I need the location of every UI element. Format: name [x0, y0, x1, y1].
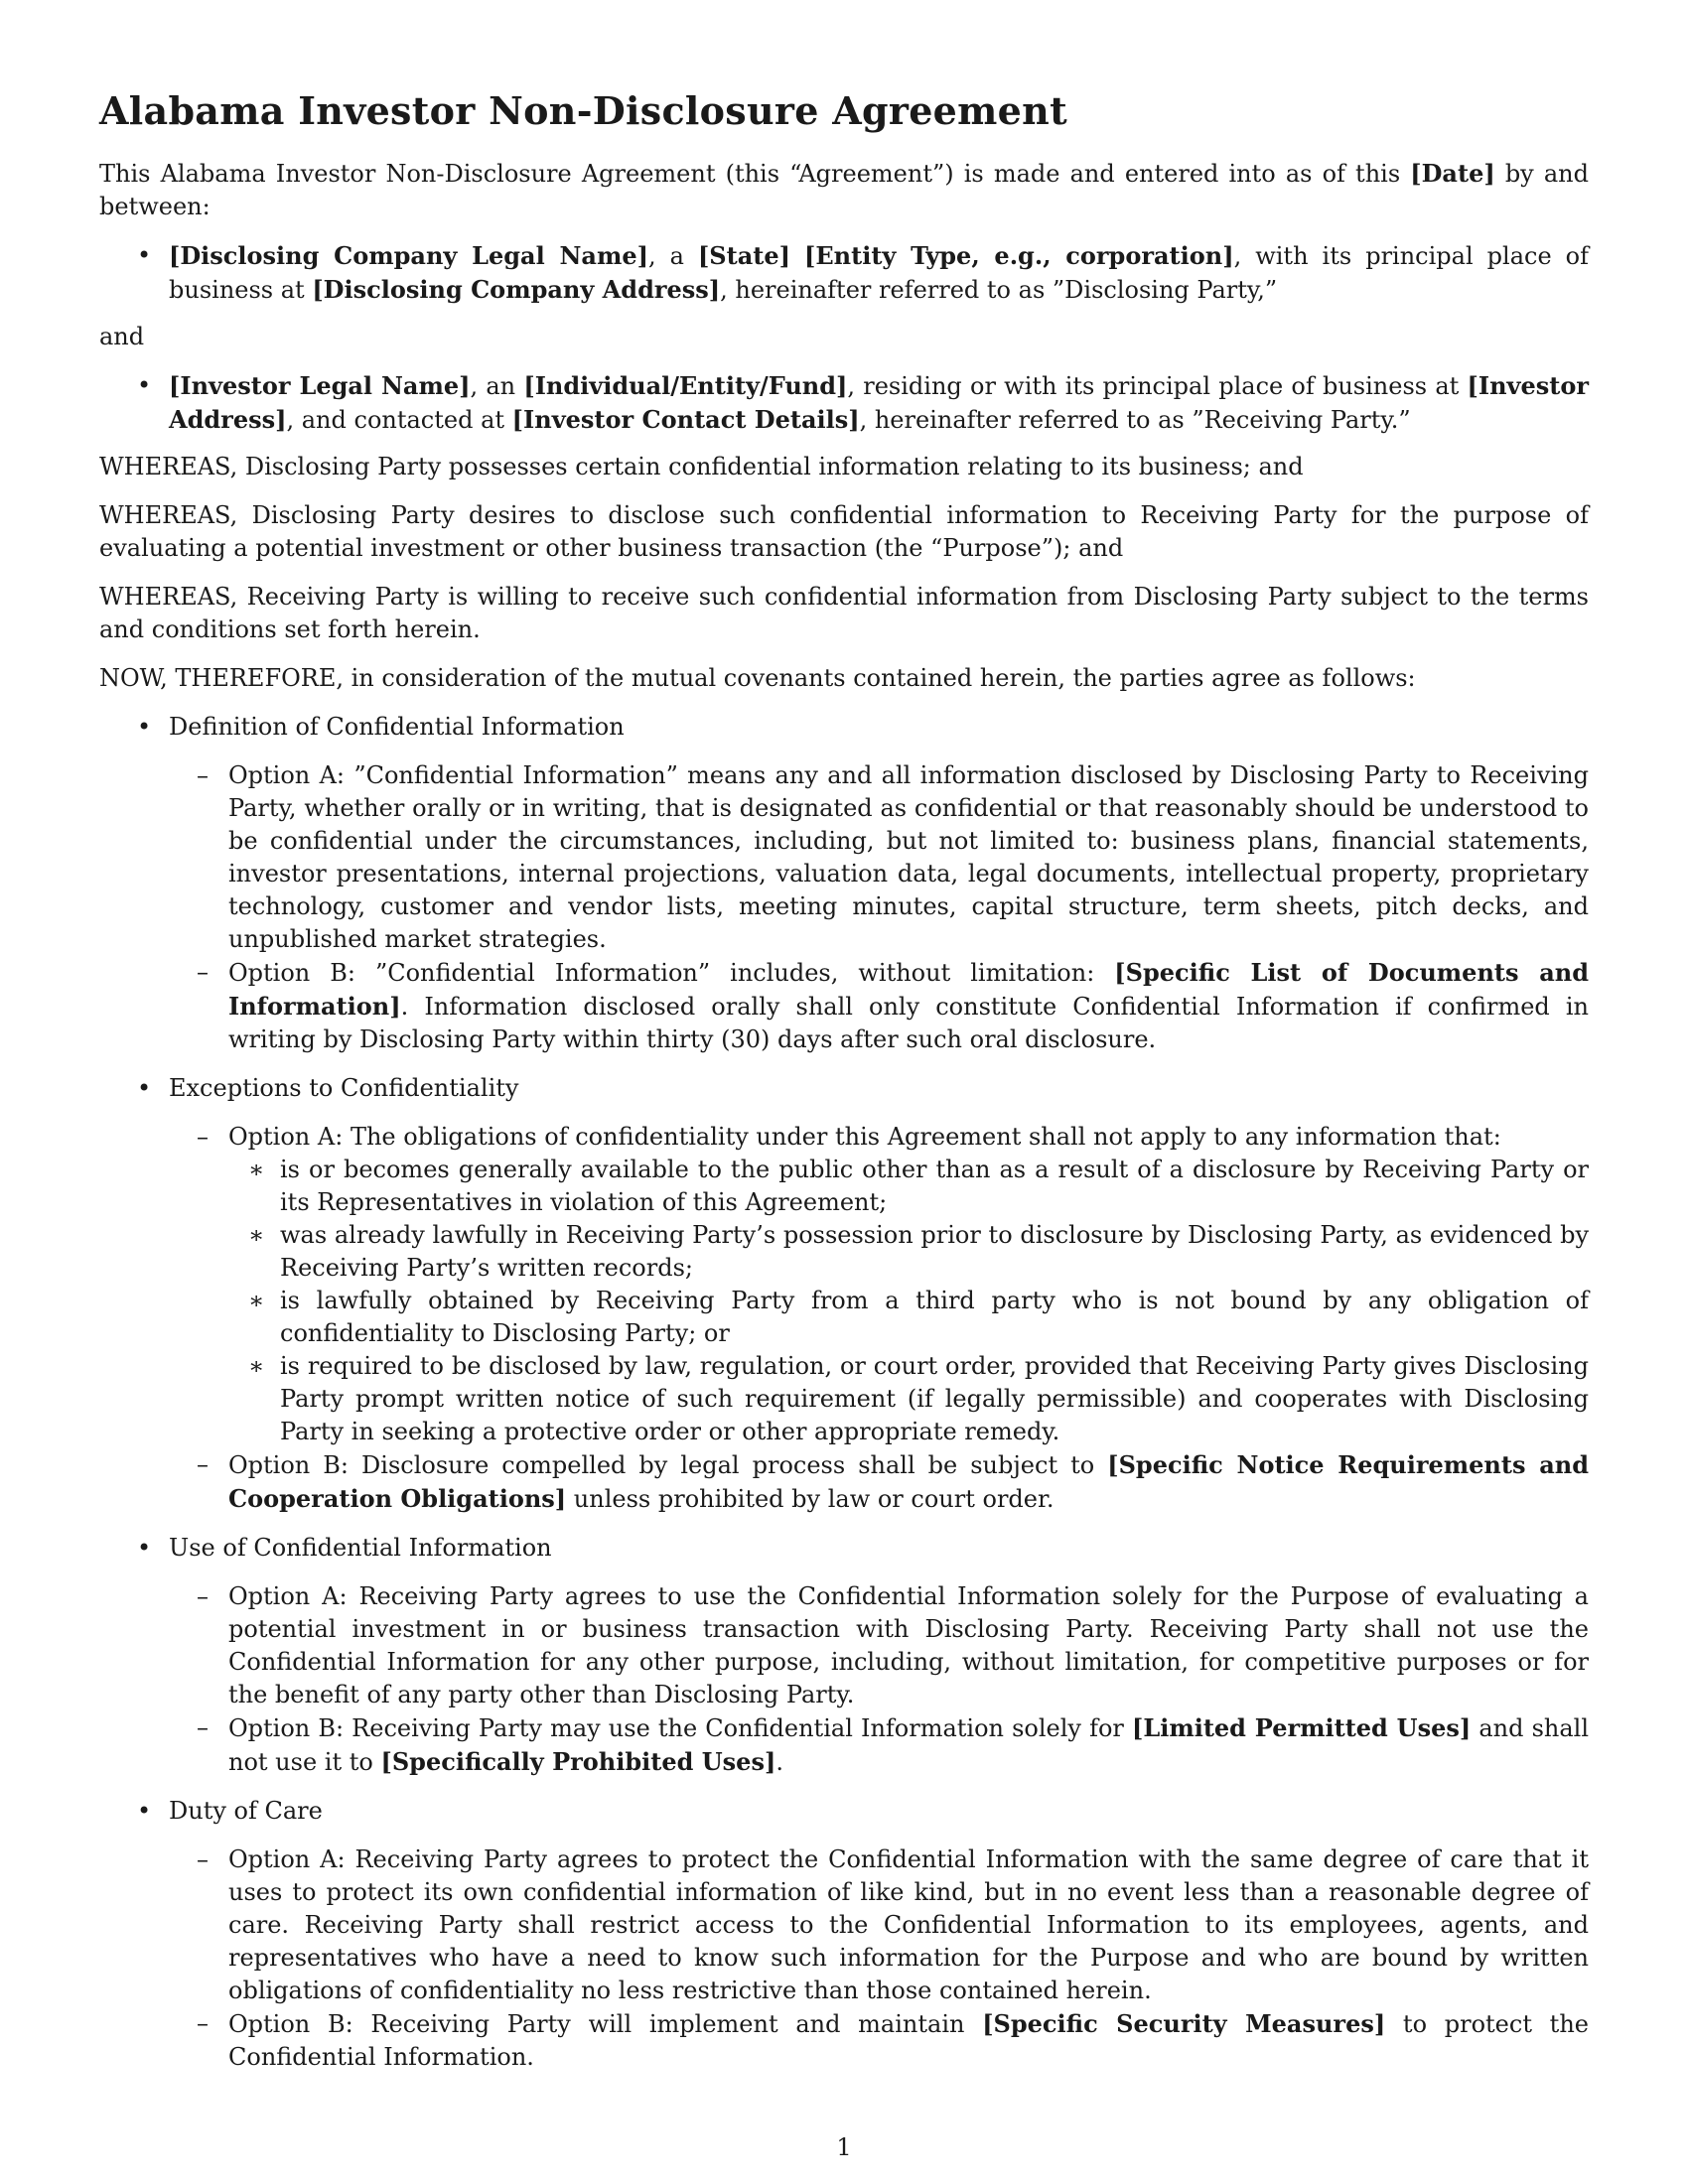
- recital-1: WHEREAS, Disclosing Party possesses certain confidential information relating to its business; and: [99, 453, 1304, 480]
- exception-item: ∗ was already lawfully in Receiving Party’s possession prior to disclosure by Disclosing Party, as evidenced by Receiving Party’s written records;: [228, 1219, 1589, 1285]
- option-a: – Option A: Receiving Party agrees to protect the Confidential Information with the same degree of care that it uses to protect its own confidential information of like kind, but in no event less than a reasonable degree of care. Receiving Party shall restrict access to the Confidential Information to its employees, agents, and representatives who have a need to know such information for the Purpose and who are bound by written obligations of confidentiality no less restrictive than those contained herein.: [169, 1843, 1589, 2007]
- option-b: – Option B: Disclosure compelled by legal process shall be subject to [Specific Notice Requirements and Cooperation Obligations] unless prohibited by law or court order.: [169, 1448, 1589, 1516]
- exceptions-list: [228, 1154, 1589, 1448]
- section-definition: [99, 711, 1589, 1056]
- exception-item: ∗ is or becomes generally available to the public other than as a result of a disclosure by Receiving Party or its Representatives in violation of this Agreement;: [228, 1154, 1589, 1219]
- and-connector: and: [99, 323, 145, 350]
- options-list: [169, 1580, 1589, 1779]
- recital-agreement: NOW, THEREFORE, in consideration of the mutual covenants contained herein, the parties agree as follows:: [99, 664, 1416, 692]
- section-title: • Exceptions to Confidentiality: [169, 1074, 519, 1102]
- page-number: 1: [836, 2133, 852, 2161]
- date-placeholder: [Date]: [1410, 159, 1495, 188]
- exception-item: ∗ is required to be disclosed by law, regulation, or court order, provided that Receiving Party gives Disclosing Party prompt written notice of such requirement (if legally permissible) and cooperates with Disclosing Party in seeking a protective order or other appropriate remedy.: [228, 1350, 1589, 1448]
- section-use: [99, 1532, 1589, 1779]
- section-title: • Use of Confidential Information: [169, 1534, 552, 1562]
- option-b: – Option B: Receiving Party will implement and maintain [Specific Security Measures] to protect the Confidential Information.: [169, 2007, 1589, 2074]
- options-list: [169, 1843, 1589, 2074]
- section-duty-of-care: [99, 1795, 1589, 2074]
- exception-item: ∗ is lawfully obtained by Receiving Party from a third party who is not bound by any obligation of confidentiality to Disclosing Party; or: [228, 1285, 1589, 1350]
- options-list: [169, 1121, 1589, 1516]
- intro-paragraph: This Alabama Investor Non-Disclosure Agreement (this “Agreement”) is made and entered into as of this [Date] by and between:: [99, 159, 1589, 220]
- section-exceptions: [99, 1072, 1589, 1516]
- disclosing-party-list: [99, 239, 1589, 307]
- option-b: – Option B: ”Confidential Information” includes, without limitation: [Specific List of Documents and Information]. Information disclosed orally shall only constitute Confidential Information if confirmed in writing by Disclosing Party within thirty (30) days after such oral disclosure.: [169, 956, 1589, 1056]
- recital-3: WHEREAS, Receiving Party is willing to receive such confidential information from Disclosing Party subject to the terms and conditions set forth herein.: [99, 583, 1589, 643]
- option-a: – Option A: ”Confidential Information” means any and all information disclosed by Disclosing Party to Receiving Party, whether orally or in writing, that is designated as confidential or that reasonably should be understood to be confidential under the circumstances, including, but not limited to: business plans, financial statements, investor presentations, internal projections, valuation data, legal documents, intellectual property, proprietary technology, customer and vendor lists, meeting minutes, capital structure, term sheets, pitch decks, and unpublished market strategies.: [169, 759, 1589, 956]
- options-list: [169, 759, 1589, 1056]
- disclosing-party-item: • [Disclosing Company Legal Name], a [State] [Entity Type, e.g., corporation], with its principal place of business at [Disclosing Company Address], hereinafter referred to as ”Disclosing Party,”: [99, 239, 1589, 307]
- receiving-party-list: [99, 369, 1589, 437]
- document-page: [99, 87, 1589, 2090]
- section-title: • Duty of Care: [169, 1797, 323, 1825]
- sections-list: [99, 711, 1589, 2074]
- option-a: – Option A: Receiving Party agrees to use the Confidential Information solely for the Purpose of evaluating a potential investment in or business transaction with Disclosing Party. Receiving Party shall not use the Confidential Information for any other purpose, including, without limitation, for competitive purposes or for the benefit of any party other than Disclosing Party.: [169, 1580, 1589, 1711]
- option-a: – Option A: The obligations of confidentiality under this Agreement shall not apply to any information that: ∗ is or becomes generally available to the public other than as a result of a disclosure by Receiving Party or its Representatives in violation of this Agreement; ∗ was already lawfully in Receiving Party’s possession prior to disclosure by Disclosing Party, as evidenced by Receiving Party’s written records; ∗ is lawfully obtained by Receiving Party from a third party who is not bound by any obligation of confidentiality to Disclosing Party; or ∗ is required to be disclosed by law, regulation, or court order, provided that Receiving Party gives Disclosing Party prompt written notice of such requirement (if legally permissible) and cooperates with Disclosing Party in seeking a protective order or other appropriate remedy.: [169, 1121, 1589, 1448]
- document-title: Alabama Investor Non-Disclosure Agreement: [99, 88, 1067, 133]
- section-title: • Definition of Confidential Information: [169, 713, 625, 741]
- recital-2: WHEREAS, Disclosing Party desires to disclose such confidential information to Receiving Party for the purpose of evaluating a potential investment or other business transaction (the “Purpose”); and: [99, 501, 1589, 562]
- option-b: – Option B: Receiving Party may use the Confidential Information solely for [Limited Permitted Uses] and shall not use it to [Specifically Prohibited Uses].: [169, 1711, 1589, 1779]
- receiving-party-item: • [Investor Legal Name], an [Individual/Entity/Fund], residing or with its principal place of business at [Investor Address], and contacted at [Investor Contact Details], hereinafter referred to as ”Receiving Party.”: [99, 369, 1589, 437]
